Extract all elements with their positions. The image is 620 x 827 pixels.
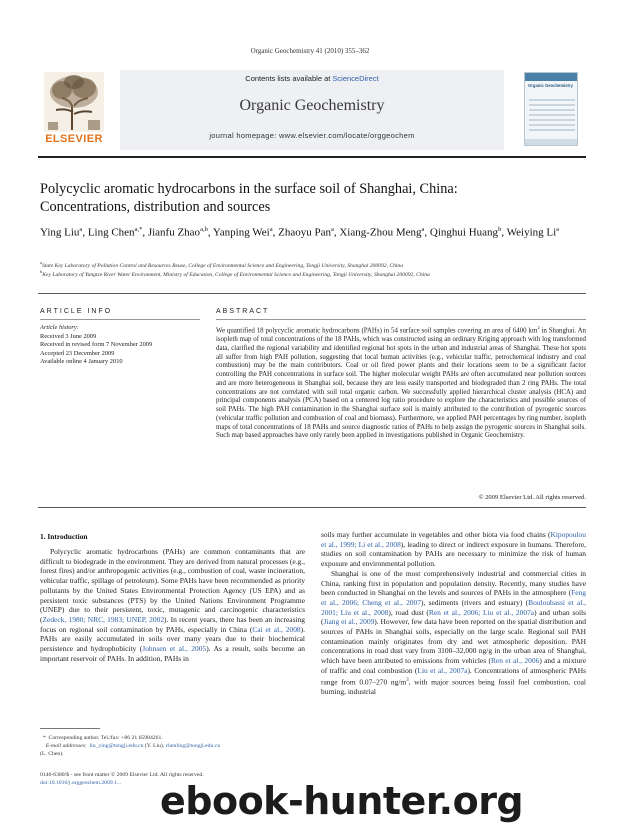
citation-link[interactable]: Kipopoulou et al., 1999; Li et al., 2008 bbox=[321, 530, 586, 549]
author[interactable]: Xiang-Zhou Meng bbox=[339, 226, 422, 239]
homepage-prefix: journal homepage: bbox=[209, 131, 279, 140]
history-item: Received 3 June 2009 bbox=[40, 332, 97, 340]
journal-name: Organic Geochemistry bbox=[239, 97, 385, 114]
affiliation-mark: a bbox=[40, 260, 42, 265]
paragraph: Polycyclic aromatic hydrocarbons (PAHs) are common contaminants that are difficult to biodegrade in the environment. They are derived from natural processes (e.g., forest fires) and/or anthropogenic activities (e.g., combustion of coal, waste incineration, vehicular traffic, spillage of petroleum). Some PAHs have been recommended as priority pollutants by the United States Environmental Protection Agency (US EPA) and as persistent toxic substances (PTS) by the United Nations Environment Programme (UNEP) due to their persistent, toxic, mutagenic and carcinogenic characteristics (Zedeck, 1980; NRC, 1983; UNEP, 2002). In recent years, there has been an increasing focus on regional soil contamination by PAHs, especially in China (Cai et al., 2008). PAHs are easily accumulated in soils over many years due to their biochemical persistence and hydrophobicity (Johnsen et al., 2005). As a result, soils become an important reservoir of PAHs. In addition, PAHs in bbox=[40, 547, 306, 663]
citation-link[interactable]: Bouloubassi et al., 2001; Liu et al., 2008 bbox=[321, 597, 586, 617]
title-line-2: Concentrations, distribution and sources bbox=[40, 199, 271, 215]
author-affiliation-mark: b bbox=[498, 226, 502, 233]
watermark-text: ebook-hunter.org bbox=[160, 779, 524, 823]
masthead bbox=[38, 70, 586, 150]
history-item: Received in revised form 7 November 2009 bbox=[40, 341, 153, 348]
author[interactable]: Zhaoyu Pan bbox=[278, 226, 331, 239]
paragraph: soils may further accumulate in vegetables and other biota via food chains (Kipopoulou et al., 1999; Li et al., 2008), leading to direct or indirect exposure in humans. Therefore, studies on soil contamination by PAHs are necessary to minimize the risk of human exposure and environmental pollution. bbox=[321, 530, 586, 569]
journal-homepage bbox=[120, 131, 504, 140]
citation-link[interactable]: Ren et al., 2006 bbox=[490, 656, 540, 666]
author-affiliation-mark: a bbox=[269, 226, 273, 233]
header-rule bbox=[38, 156, 586, 158]
abstract-text bbox=[216, 324, 586, 441]
cover-decoration bbox=[529, 99, 575, 134]
author-list: Ying Liu$^a$, Ling Chen$^{a,*}$, Jianfu Zhao$^{a,b}$, Yanping Wei$^a$, Zhaoyu Pan$^a$, Xiang-Zhou Meng$^a$, Qinghui Huang$^b$, Weiying Li$^a$ bbox=[40, 226, 560, 239]
citation-link[interactable]: Cai et al., 2008 bbox=[252, 624, 301, 634]
citation-link[interactable]: Johnsen et al., 2005 bbox=[142, 644, 207, 654]
article-info-heading: ARTICLE INFO bbox=[40, 308, 113, 315]
affiliation-b bbox=[40, 268, 586, 279]
abstract-heading: ABSTRACT bbox=[216, 308, 270, 315]
sciencedirect-link[interactable]: ScienceDirect bbox=[332, 74, 379, 83]
history-item: Accepted 23 December 2009 bbox=[40, 349, 115, 357]
history-item: Available online 4 January 2010 bbox=[40, 358, 123, 365]
author[interactable]: Jianfu Zhao bbox=[147, 226, 201, 239]
journal-cover[interactable] bbox=[514, 70, 586, 150]
article-title bbox=[40, 180, 586, 216]
corresponding-footnote bbox=[40, 734, 305, 758]
author[interactable]: Qinghui Huang bbox=[429, 226, 499, 239]
email-link[interactable]: chenling@tongji.edu.cn bbox=[165, 743, 221, 749]
affiliation-text: Key Laboratory of Yangtze River Water Environment, Ministry of Education, College of Environmental Science and Engineering, Tongji University, Shanghai 200092, China bbox=[42, 271, 430, 278]
body-rule bbox=[38, 507, 586, 508]
contents-prefix: Contents lists available at bbox=[245, 74, 333, 83]
affiliation-text: State Key Laboratory of Pollution Control and Resources Reuse, College of Environmental Science and Engineering, Tongji University, Shanghai 200092, China bbox=[42, 262, 404, 269]
abstract-part: We quantified 18 polycyclic aromatic hydrocarbons (PAHs) in 54 surface soil samples covering an area of 6400 km bbox=[216, 327, 538, 335]
left-column bbox=[40, 547, 305, 663]
history-label: Article history: bbox=[40, 324, 79, 331]
article-history bbox=[40, 324, 200, 367]
footnote-emails: E-mail addresses: liu_ying@tongji.edu.cn (Y. Liu), chenling@tongji.edu.cn bbox=[45, 743, 221, 749]
title-line-1: Polycyclic aromatic hydrocarbons in the surface soil of Shanghai, China: bbox=[40, 181, 458, 197]
author-affiliation-mark: a,* bbox=[134, 226, 143, 233]
author-affiliation-mark: a bbox=[330, 226, 334, 233]
author[interactable]: Ying Liu bbox=[40, 226, 80, 239]
abstract-rule bbox=[216, 319, 586, 320]
author-affiliation-mark: a,b bbox=[200, 226, 208, 233]
section-rule bbox=[38, 293, 586, 294]
issn-line: 0146-6380/$ - see front matter © 2009 Elsevier Ltd. All rights reserved. bbox=[40, 772, 204, 778]
author-affiliation-mark: a bbox=[556, 226, 560, 233]
publisher-name: ELSEVIER bbox=[45, 133, 103, 145]
footnote-rule bbox=[40, 728, 100, 729]
citation-link[interactable]: Liu et al., 2007a bbox=[417, 665, 468, 675]
cover-band bbox=[525, 73, 577, 81]
article-info-rule bbox=[40, 319, 200, 320]
publisher-logo[interactable] bbox=[38, 70, 110, 150]
homepage-link[interactable]: www.elsevier.com/locate/orggeochem bbox=[278, 131, 415, 140]
cover-title: Organic Geochemistry bbox=[528, 83, 573, 88]
right-column bbox=[321, 530, 586, 696]
author-affiliation-mark: a bbox=[79, 226, 83, 233]
affiliation-mark: b bbox=[40, 269, 43, 274]
doi-link[interactable]: doi:10.1016/j.orggeochem.2009.1... bbox=[40, 780, 122, 786]
abstract-superscript: 2 bbox=[537, 325, 540, 330]
email-link[interactable]: liu_ying@tongji.edu.cn bbox=[89, 743, 144, 749]
author[interactable]: Ling Chen bbox=[87, 226, 135, 239]
footnote-line: * Corresponding author. Tel./fax: +86 21 65984261. bbox=[42, 735, 163, 741]
paragraph: Shanghai is one of the most comprehensively industrial and commercial cities in China, ranking first in population and population density. Recently, many studies have been conducted in Shanghai on the levels and sources of PAHs in the atmosphere (Feng et al., 2006; Cheng et al., 2007), sediments (rivers and estuary) (Bouloubassi et al., 2001; Liu et al., 2008), road dust (Ren et al., 2006; Liu et al., 2007a) and urban soils (Jiang et al., 2009). However, few data have been reported on the spatial distribution and sources of PAHs in Shanghai soils, especially on the large scale. Regional soil PAH contamination mainly originates from dry and wet atmospheric deposition. PAH concentrations in road dust vary from 3100–32,000 ng/g in the urban area of Shanghai, which have been attributed to emissions from vehicles (Ren et al., 2006) and a mixture of traffic and coal combustion (Liu et al., 2007a). Concentrations of atmospheric PAHs range from 0.07–270 $ng/m^3$, with major sources being fossil fuel combustion, coal burning, industrial bbox=[321, 568, 587, 696]
cover-thumbnail bbox=[524, 72, 578, 146]
citation-link[interactable]: Jiang et al., 2009 bbox=[323, 617, 375, 627]
masthead-banner bbox=[120, 70, 504, 150]
footnote-emails-cont: (L. Chen). bbox=[40, 751, 64, 757]
tree-icon bbox=[44, 72, 104, 132]
citation-link[interactable]: Zedeck, 1980; NRC, 1983; UNEP, 2002 bbox=[42, 614, 165, 624]
copyright-notice: © 2009 Elsevier Ltd. All rights reserved. bbox=[478, 494, 586, 501]
journal-reference: Organic Geochemistry 41 (2010) 355–362 bbox=[250, 47, 370, 55]
author-affiliation-mark: a bbox=[421, 226, 425, 233]
cover-foot bbox=[525, 139, 577, 145]
citation-link[interactable]: Feng et al., 2006; Cheng et al., 2007 bbox=[321, 588, 586, 607]
section-heading-introduction: 1. Introduction bbox=[40, 532, 88, 541]
abstract-part: in Shanghai. An isopleth map of total concentrations of the 18 PAHs, which was constructed using an ordinary Kriging approach with log transformed data, clarified the regional variability and identified regional hot spots in the urban and industrial areas of Shanghai. These hot spots all suffer from high PAH pollution, suggesting that local human activities (e.g., vehicular traffic, petrochemical industry and coal combustion) may be the main contributors. Coal or oil fired power plants and their locations seem to be a significant factor controlling the PAH concentrations in surface soil. The higher molecular weight PAHs are often accumulated near pollution sources and are more heterogeneous in Shanghai soil, because they are less easily transported and biodegraded than 2 ring PAHs. The total concentrations are not correlated with soil total organic carbon. We successfully applied hierarchical cluster analysis (HCA) and principal components analysis (PCA) based on a centered log ratio procedure to explore the characteristics and possible sources of soil PAHs. The high PAH contamination in the Shanghai surface soil is mainly attributed to the contribution of pyrogenic sources (vehicular traffic pollution and combustion of coal and biomass). Furthermore, we applied PAH percentages by ring number, isopleth maps of total concentrations of 18 PAHs and source diagnostic ratios of PAHs to help assign the pyrogenic sources in Shanghai soils. Such map based approaches have only rarely been applied in investigations published in Organic Geochemistry. bbox=[216, 327, 587, 440]
contents-line bbox=[120, 74, 504, 83]
author[interactable]: Yanping Wei bbox=[212, 226, 270, 239]
citation-link[interactable]: Ren et al., 2006; Liu et al., 2007a bbox=[428, 607, 535, 617]
author[interactable]: Weiying Li bbox=[506, 226, 557, 239]
